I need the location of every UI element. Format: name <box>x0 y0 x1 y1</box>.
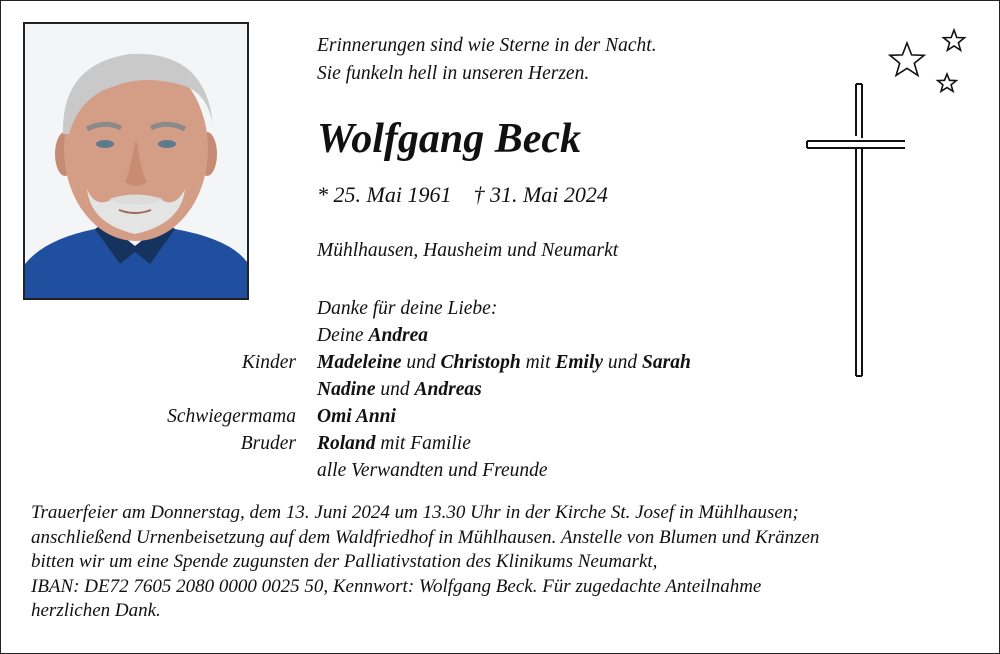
notice-line-3: bitten wir um eine Spende zugunsten der Palliativstation des Klinikums Neumarkt, <box>31 551 658 572</box>
portrait-photo <box>23 22 249 300</box>
child-name: Nadine <box>317 379 376 400</box>
notice-line-4: IBAN: DE72 7605 2080 0000 0025 50, Kennwort: Wolfgang Beck. Für zugedachte Anteilnahme <box>31 575 762 597</box>
mourners-intro: Danke für deine Liebe: <box>317 298 498 319</box>
death-date: † 31. Mai 2024 <box>473 182 608 207</box>
child-name: Madeleine <box>317 352 402 373</box>
spouse-name: Andrea <box>368 325 429 346</box>
brother-suffix: mit Familie <box>380 433 471 454</box>
notice-line-5: herzlichen Dank. <box>31 600 161 621</box>
funeral-notice <box>31 501 971 624</box>
brother-row <box>1 430 1000 457</box>
child-name: Christoph <box>440 352 521 373</box>
children-row: Kinder Madeleine und Christoph mit Emily und Sarah <box>1 349 1000 376</box>
grandchild-name: Sarah <box>642 352 691 373</box>
quote-line-2: Sie funkeln hell in unseren Herzen. <box>317 63 590 84</box>
cross-icon <box>801 81 911 381</box>
mother-in-law-name: Omi Anni <box>317 406 396 427</box>
memorial-quote <box>317 32 657 88</box>
relatives-row <box>1 457 1000 484</box>
relatives: alle Verwandten und Freunde <box>317 460 548 481</box>
life-dates <box>317 181 608 209</box>
quote-line-1: Erinnerungen sind wie Sterne in der Nacht. <box>317 35 657 56</box>
child-name: Andreas <box>414 379 482 400</box>
mother-in-law-row <box>1 403 1000 430</box>
hometowns: Mühlhausen, Hausheim und Neumarkt <box>317 240 619 261</box>
children-label: Kinder <box>241 352 296 373</box>
grandchild-name: Emily <box>555 352 604 373</box>
brother-label: Bruder <box>240 433 296 454</box>
notice-line-2: anschließend Urnenbeisetzung auf dem Waldfriedhof in Mühlhausen. Anstelle von Blumen und Kränzen <box>31 526 820 548</box>
spouse-prefix: Deine <box>317 325 364 346</box>
deceased-name: Wolfgang Beck <box>317 116 582 162</box>
stars-icon <box>881 25 981 110</box>
birth-date: * 25. Mai 1961 <box>317 182 452 207</box>
notice-line-1: Trauerfeier am Donnerstag, dem 13. Juni 2024 um 13.30 Uhr in der Kirche St. Josef in Mühlhausen; <box>31 502 799 523</box>
mother-in-law-label: Schwiegermama <box>167 406 296 427</box>
brother-name: Roland <box>317 433 376 454</box>
children-row-2: Nadine und Andreas <box>317 379 482 400</box>
